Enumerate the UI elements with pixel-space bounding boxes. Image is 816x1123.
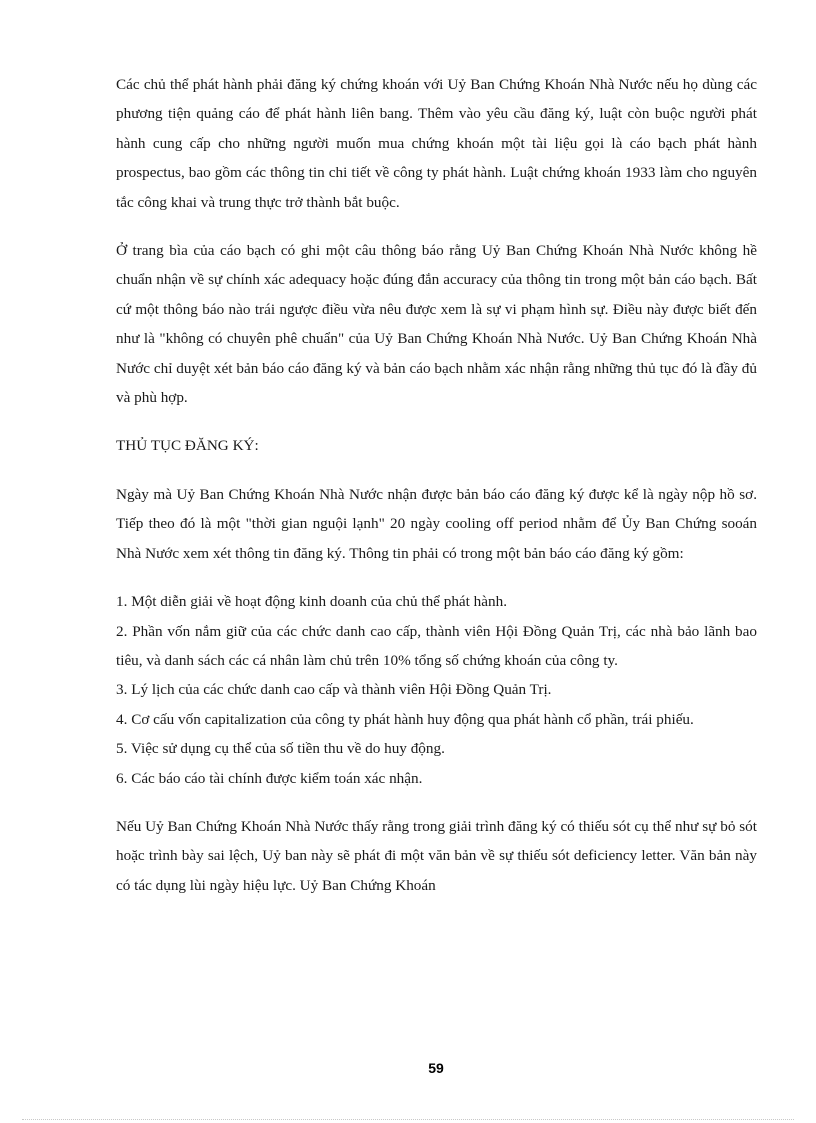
footer-divider bbox=[22, 1119, 794, 1120]
paragraph-deficiency: Nếu Uỷ Ban Chứng Khoán Nhà Nước thấy rằng trong giải trình đăng ký có thiếu sót cụ thể như sự bỏ sót hoặc trình bày sai lệch, Uỷ ban này sẽ phát đi một văn bản về sự thiếu sót deficiency letter. Văn bản này có tác dụng lùi ngày hiệu lực. Uỷ Ban Chứng Khoán bbox=[116, 817, 757, 894]
paragraph-registration: Các chủ thể phát hành phải đăng ký chứng khoán với Uỷ Ban Chứng Khoán Nhà Nước nếu họ dùng các phương tiện quảng cáo để phát hành liên bang. Thêm vào yêu cầu đăng ký, luật còn buộc người phát hành cung cấp cho những người muốn mua chứng khoán một tài liệu gọi là cáo bạch phát hành prospectus, bao gồm các thông tin chi tiết về công ty phát hành. Luật chứng khoán 1933 làm cho nguyên tắc công khai và trung thực trở thành bắt buộc. bbox=[116, 76, 757, 211]
list-item: 3. Lý lịch của các chức danh cao cấp và thành viên Hội Đồng Quản Trị. bbox=[116, 681, 552, 699]
list-item: 4. Cơ cấu vốn capitalization của công ty phát hành huy động qua phát hành cổ phần, trái phiếu. bbox=[116, 710, 694, 728]
list-item: 5. Việc sử dụng cụ thể của số tiền thu về do huy động. bbox=[116, 740, 445, 758]
list-item: 6. Các báo cáo tài chính được kiểm toán xác nhận. bbox=[116, 769, 423, 787]
body-text bbox=[116, 70, 757, 919]
paragraph-procedure-intro: Ngày mà Uỷ Ban Chứng Khoán Nhà Nước nhận được bản báo cáo đăng ký được kể là ngày nộp hồ sơ. Tiếp theo đó là một "thời gian nguội lạnh" 20 ngày cooling off period nhằm để Ủy Ban Chứng sooán Nhà Nước xem xét thông tin đăng ký. Thông tin phải có trong một bản báo cáo đăng ký gồm: bbox=[116, 485, 757, 562]
list-item: 1. Một diễn giải về hoạt động kinh doanh của chủ thể phát hành. bbox=[116, 593, 507, 611]
section-heading: THỦ TỤC ĐĂNG KÝ: bbox=[116, 437, 259, 455]
requirements-list bbox=[116, 587, 757, 793]
list-item: 2. Phần vốn nắm giữ của các chức danh cao cấp, thành viên Hội Đồng Quản Trị, các nhà bảo lãnh bao tiêu, và danh sách các cá nhân làm chủ trên 10% tổng số chứng khoán của công ty. bbox=[116, 622, 757, 669]
paragraph-cover-notice: Ở trang bìa của cáo bạch có ghi một câu thông báo rằng Uỷ Ban Chứng Khoán Nhà Nước không hề chuẩn nhận về sự chính xác adequacy hoặc đúng đắn accuracy của thông tin trong một bản cáo bạch. Bất cứ một thông báo nào trái ngược điều vừa nêu được xem là sự vi phạm hình sự. Điều này được biết đến như là "không có chuyên phê chuẩn" của Uỷ Ban Chứng Khoán Nhà Nước. Uỷ Ban Chứng Khoán Nhà Nước chỉ duyệt xét bản báo cáo đăng ký và bản cáo bạch nhằm xác nhận rằng những thủ tục đó là đầy đủ và phù hợp. bbox=[116, 242, 757, 407]
page-number: 59 bbox=[428, 1060, 444, 1076]
